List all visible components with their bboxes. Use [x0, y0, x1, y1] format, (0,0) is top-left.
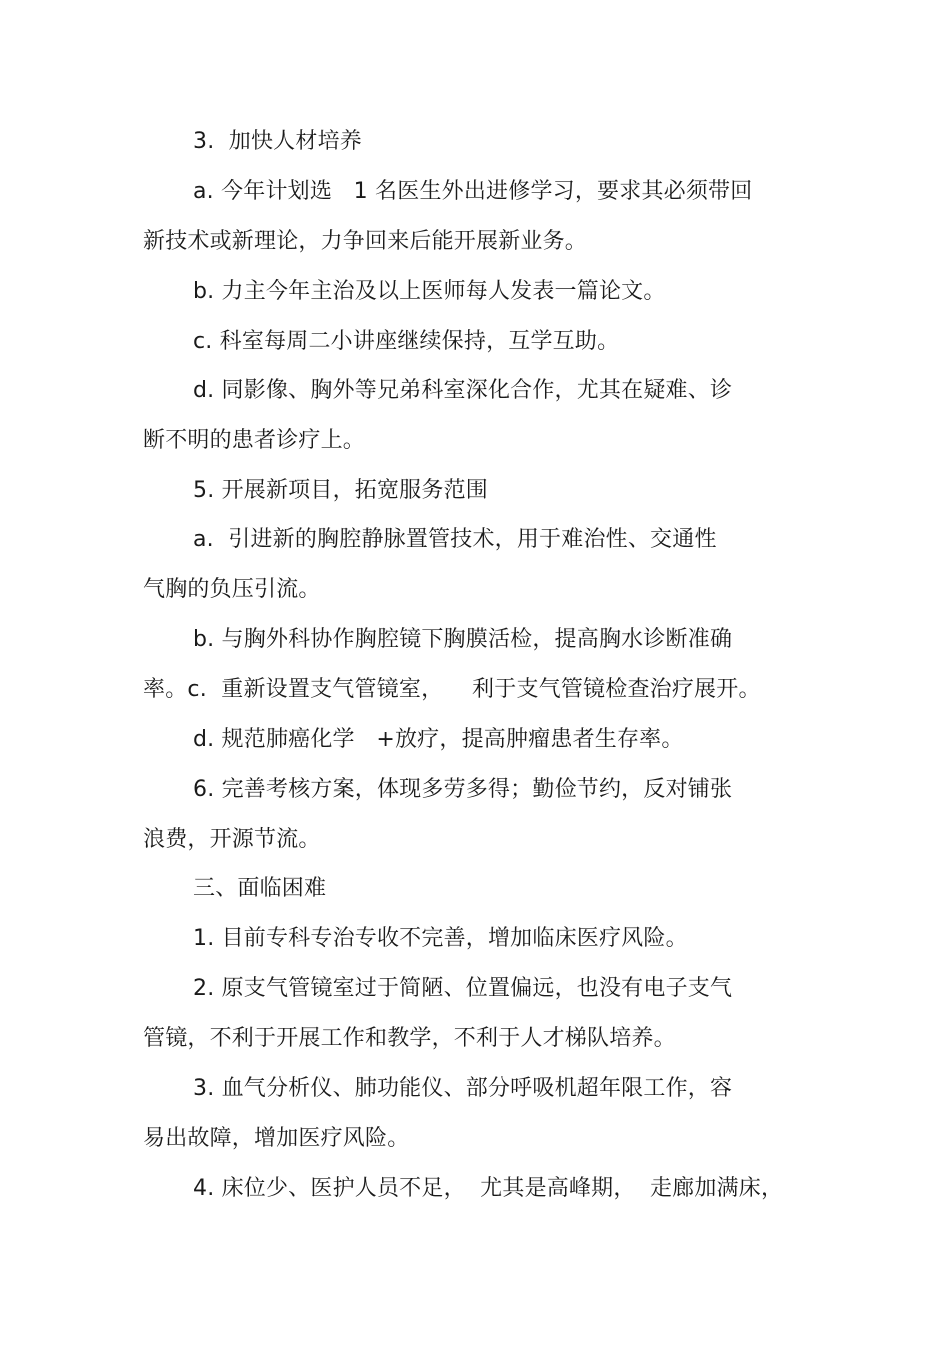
paragraph-line: 气胸的负压引流。: [143, 577, 321, 602]
paragraph-line: d. 同影像、胸外等兄弟科室深化合作，尤其在疑难、诊: [193, 378, 733, 403]
paragraph-line: 3. 血气分析仪、肺功能仪、部分呼吸机超年限工作，容: [193, 1076, 733, 1101]
paragraph-line: c. 科室每周二小讲座继续保持，互学互助。: [193, 329, 620, 354]
heading-assessment: 6. 完善考核方案，体现多劳多得；勤俭节约，反对铺张: [193, 777, 733, 802]
paragraph-line: 管镜，不利于开展工作和教学，不利于人才梯队培养。: [143, 1026, 676, 1051]
heading-new-projects: 5. 开展新项目，拓宽服务范围: [193, 478, 488, 503]
paragraph-line: 易出故障，增加医疗风险。: [143, 1126, 410, 1151]
paragraph-line: 断不明的患者诊疗上。: [143, 428, 366, 453]
paragraph-line: b. 力主今年主治及以上医师每人发表一篇论文。: [193, 279, 666, 304]
paragraph-line: a. 引进新的胸腔静脉置管技术，用于难治性、交通性: [193, 527, 717, 552]
paragraph-line: 浪费，开源节流。: [143, 827, 321, 852]
section-heading-difficulties: 三、面临困难: [193, 876, 327, 901]
paragraph-line: 新技术或新理论，力争回来后能开展新业务。: [143, 229, 588, 254]
paragraph-line: a. 今年计划选 1 名医生外出进修学习，要求其必须带回: [193, 179, 753, 204]
paragraph-line: b. 与胸外科协作胸腔镜下胸膜活检，提高胸水诊断准确: [193, 627, 733, 652]
paragraph-line: 4. 床位少、医护人员不足， 尤其是高峰期， 走廊加满床，: [193, 1176, 784, 1201]
paragraph-line: 率。c. 重新设置支气管镜室， 利于支气管镜检查治疗展开。: [143, 677, 761, 702]
paragraph-line: 1. 目前专科专治专收不完善，增加临床医疗风险。: [193, 926, 688, 951]
paragraph-line: d. 规范肺癌化学 +放疗，提高肿瘤患者生存率。: [193, 727, 684, 752]
heading-talent-training: 3. 加快人材培养: [193, 129, 362, 154]
paragraph-line: 2. 原支气管镜室过于简陋、位置偏远，也没有电子支气: [193, 976, 733, 1001]
